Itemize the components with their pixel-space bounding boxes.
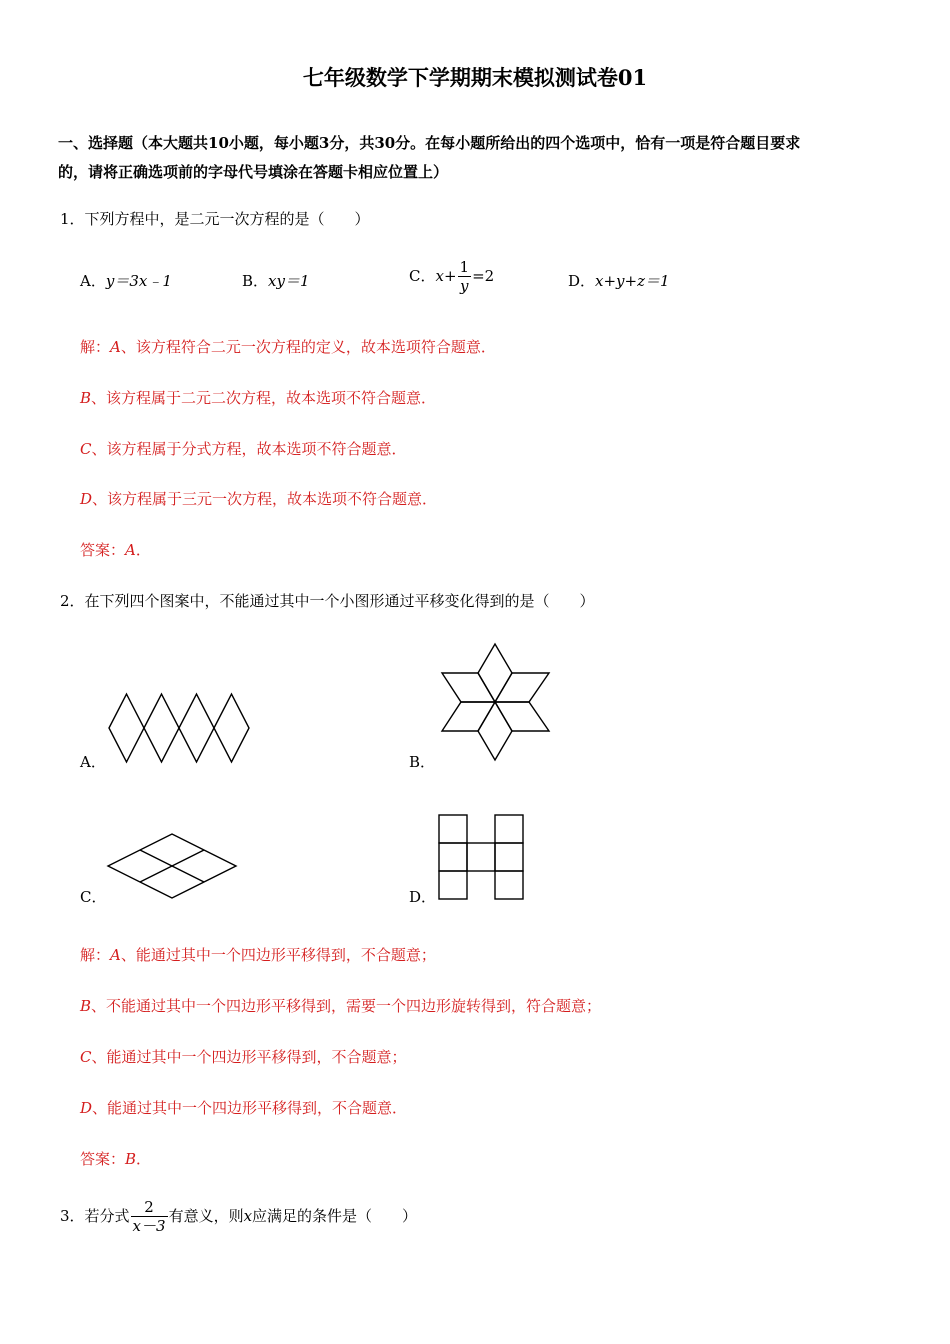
option-math: x+y+z＝1 — [595, 272, 670, 290]
option-label: A． — [80, 272, 106, 290]
q1-option-a[interactable] — [80, 270, 172, 291]
q2-figure-a-label: A． — [80, 753, 106, 771]
q2-solution-line4: D、能通过其中一个四边形平移得到，不合题意． — [80, 1099, 408, 1117]
q2-figure-b-label: B． — [409, 753, 436, 771]
q1-option-d[interactable] — [568, 270, 670, 291]
question-3-stem — [60, 1198, 417, 1236]
fraction — [131, 1198, 168, 1236]
q1-option-c[interactable] — [409, 258, 494, 296]
option-label: B． — [242, 272, 269, 290]
question-2-stem: 2．在下列四个图案中，不能通过其中一个小图形通过平移变化得到的是（ ） — [60, 592, 595, 610]
q2-solution-line3: C、能通过其中一个四边形平移得到，不合题意； — [80, 1048, 407, 1066]
q2-figure-c-label: C． — [80, 888, 107, 906]
option-math: y＝3x﹣1 — [105, 272, 172, 290]
fraction-numerator: 1 — [459, 258, 470, 276]
q3-text-pre: 3．若分式 — [60, 1207, 130, 1225]
option-math-pre: x+ — [435, 267, 457, 285]
option-label: D． — [568, 272, 596, 290]
question-1-stem: 1．下列方程中，是二元一次方程的是（ ） — [60, 210, 370, 228]
fraction-numerator: 2 — [131, 1198, 168, 1217]
fraction-denominator: x－3 — [132, 1217, 166, 1235]
fraction-denominator: y — [460, 277, 469, 295]
fraction — [458, 258, 472, 296]
q1-solution-line4: D、该方程属于三元一次方程，故本选项不符合题意． — [80, 490, 438, 508]
q2-answer: 答案：B． — [80, 1150, 152, 1168]
q1-solution-line1: 解：A、该方程符合二元一次方程的定义，故本选项符合题意． — [80, 338, 496, 356]
q2-figure-c[interactable] — [106, 832, 238, 900]
q2-figure-d-label: D． — [409, 888, 437, 906]
section-heading-line2: 的，请将正确选项前的字母代号填涂在答题卡相应位置上） — [58, 163, 449, 181]
page-title: 七年级数学下学期期末模拟测试卷01 — [302, 65, 648, 90]
q2-solution-line1: 解：A、能通过其中一个四边形平移得到，不合题意； — [80, 946, 436, 964]
option-math-post: =2 — [472, 267, 495, 285]
q1-solution-line3: C、该方程属于分式方程，故本选项不符合题意． — [80, 440, 407, 458]
option-math: xy＝1 — [268, 272, 310, 290]
q1-solution-line2: B、该方程属于二元二次方程，故本选项不符合题意． — [80, 389, 437, 407]
q3-variable: x — [243, 1207, 253, 1225]
option-label: C． — [409, 267, 436, 285]
q2-figure-b[interactable] — [441, 643, 551, 763]
q2-solution-line2: B、不能通过其中一个四边形平移得到，需要一个四边形旋转得到，符合题意； — [80, 997, 602, 1015]
q3-text-post: 应满足的条件是（ ） — [252, 1207, 418, 1225]
q2-figure-d[interactable] — [438, 814, 526, 902]
section-heading-line1: 一、选择题（本大题共10小题，每小题3分，共30分。在每小题所给出的四个选项中，恰有一项是符合题目要求 — [58, 134, 801, 152]
q2-figure-a[interactable] — [105, 692, 251, 764]
q1-option-b[interactable] — [242, 270, 310, 291]
q1-answer: 答案：A． — [80, 541, 151, 559]
q3-text-mid: 有意义，则 — [168, 1207, 244, 1225]
